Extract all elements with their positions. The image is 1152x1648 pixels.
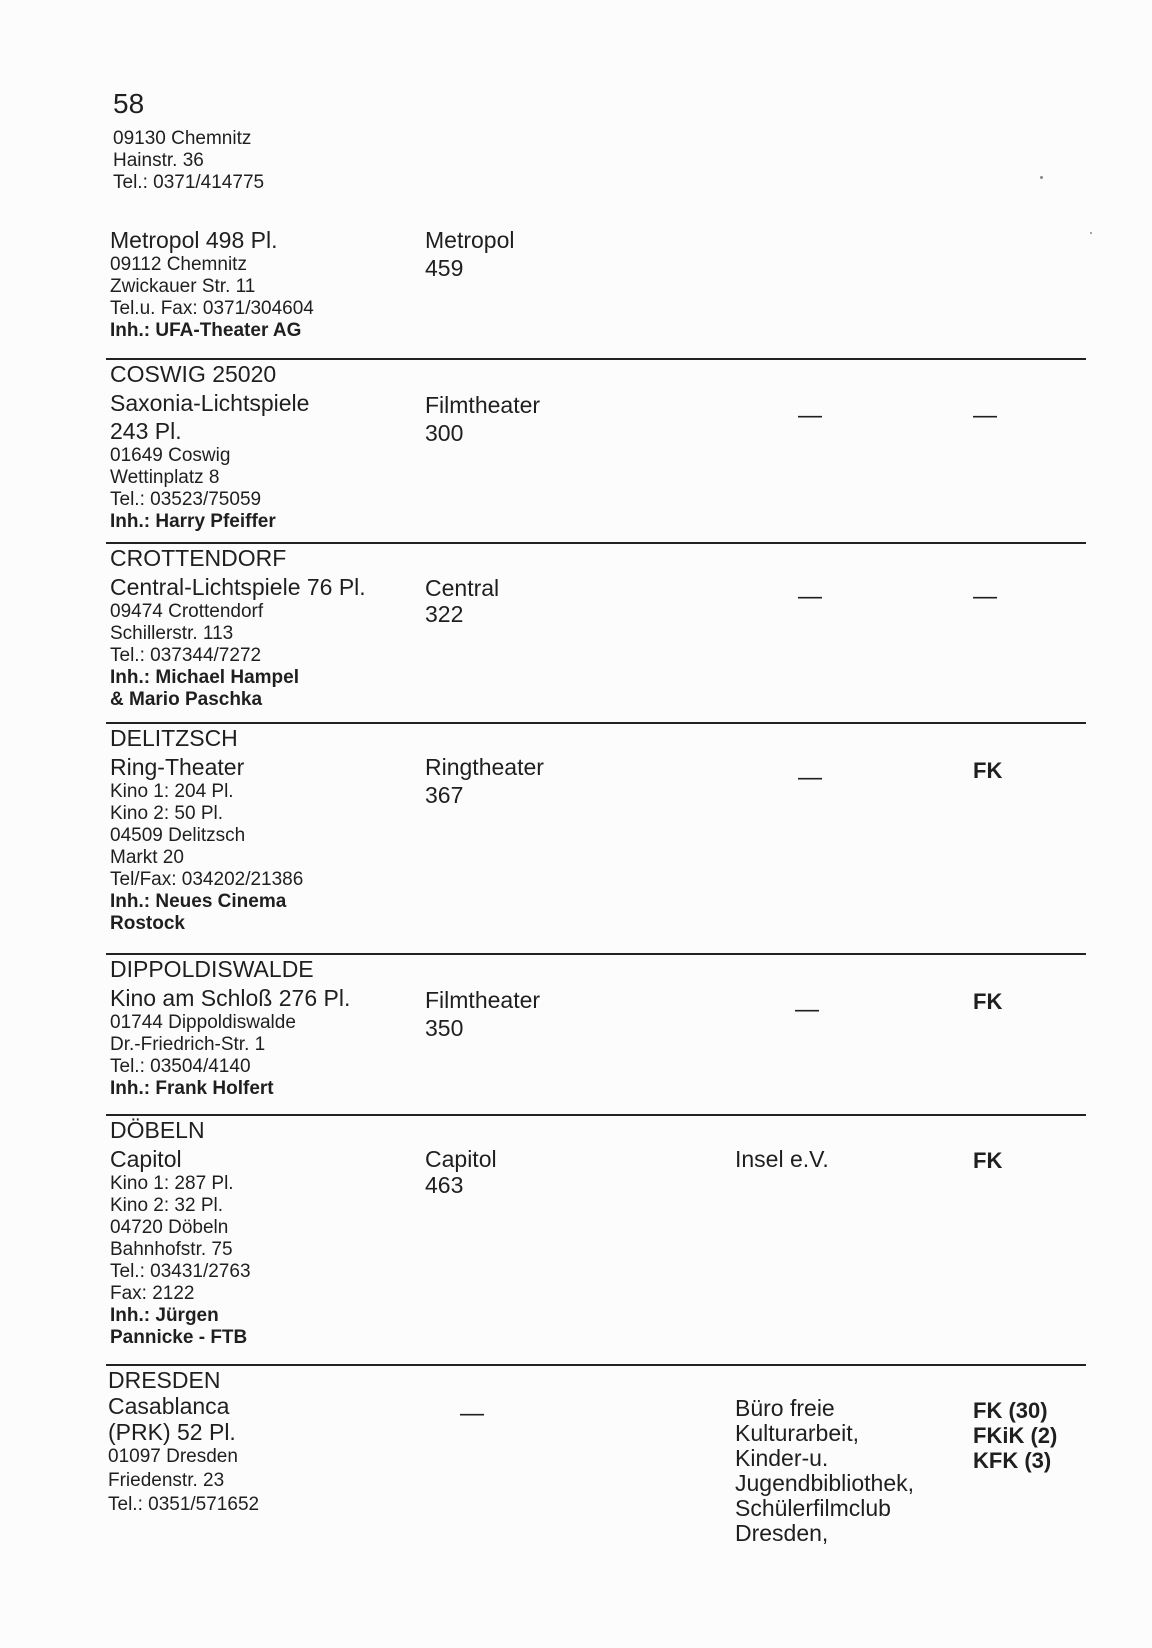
cinema-column [110,226,410,342]
venue-column [425,226,675,282]
venue-seats: 300 [425,420,464,446]
address-line: 04509 Delitzsch [110,825,246,846]
cinema-seats: (PRK) 52 Pl. [108,1419,236,1445]
program-line: Jugendbibliothek, [735,1470,915,1496]
scan-speck [1090,232,1092,234]
address-line: Markt 20 [110,847,184,868]
venue-column [425,391,675,447]
cinema-column [110,1145,410,1349]
owner-line: Inh.: Harry Pfeiffer [110,511,276,532]
cinema-column [110,984,410,1100]
address-line: Tel/Fax: 034202/21386 [110,869,304,890]
address-line: Dr.-Friedrich-Str. 1 [110,1034,266,1055]
address-line: Fax: 2122 [110,1283,195,1304]
city-heading: CROTTENDORF [110,545,287,571]
address-line: Tel.: 0351/571652 [108,1494,260,1515]
dash-mark: — [460,1400,484,1427]
venue-seats: 459 [425,255,464,281]
cinema-name: Central-Lichtspiele 76 Pl. [110,574,366,600]
dash-mark: — [973,583,997,610]
dash-mark: — [798,764,822,791]
cinema-column [110,753,410,935]
section-divider [106,722,1086,724]
program-column [735,1145,965,1173]
cinema-name: Saxonia-Lichtspiele [110,390,310,416]
funding-column [973,758,1093,784]
address-line: Bahnhofstr. 75 [110,1239,233,1260]
program-line: Kulturarbeit, [735,1420,860,1446]
address-line: Schillerstr. 113 [110,623,234,644]
venue-name: Metropol [425,227,515,253]
funding-column [973,1398,1093,1473]
address-line: 09474 Crottendorf [110,601,264,622]
city-heading: DRESDEN [108,1367,221,1393]
city-heading: COSWIG 25020 [110,361,277,387]
address-line: Tel.: 03504/4140 [110,1056,251,1077]
program-name: Insel e.V. [735,1146,829,1172]
cinema-name: Casablanca [108,1393,230,1419]
city-heading: DÖBELN [110,1117,205,1143]
address-line: 01097 Dresden [108,1446,238,1467]
header-address [113,128,264,194]
page-number: 58 [113,88,145,119]
cinema-column [110,389,410,533]
address-line: Friedenstr. 23 [108,1470,225,1491]
dash-mark: — [798,402,822,429]
program-line: Kinder-u. [735,1445,829,1471]
section-divider [106,1114,1086,1116]
cinema-name: Capitol [110,1146,182,1172]
address-line: Tel.: 03523/75059 [110,489,262,510]
dash-mark: — [795,996,819,1023]
program-line: Büro freie [735,1395,835,1421]
program-column [735,1396,965,1546]
owner-line: & Mario Paschka [110,689,263,710]
venue-name: Ringtheater [425,754,544,780]
funding-code: FK [973,1148,1003,1173]
funding-code: KFK (3) [973,1448,1052,1473]
program-line: Schülerfilmclub [735,1495,891,1521]
city-heading: DELITZSCH [110,725,238,751]
address-line: Tel.: 03431/2763 [110,1261,251,1282]
address-line: Hainstr. 36 [113,150,204,171]
address-line: Tel.u. Fax: 0371/304604 [110,298,314,319]
owner-line: Inh.: Jürgen [110,1305,219,1326]
cinema-name: Kino am Schloß 276 Pl. [110,985,351,1011]
funding-column [973,583,1093,611]
address-line: 04720 Döbeln [110,1217,229,1238]
venue-seats: 350 [425,1015,464,1041]
owner-line: Inh.: Michael Hampel [110,667,299,688]
venue-name: Filmtheater [425,987,541,1013]
venue-column [425,753,675,809]
venue-column [460,1400,710,1428]
address-line: Kino 1: 287 Pl. [110,1173,234,1194]
owner-line: Inh.: UFA-Theater AG [110,320,302,341]
funding-column [973,1148,1093,1174]
owner-line: Rostock [110,913,185,934]
section-divider [106,1364,1086,1366]
funding-column [973,989,1093,1015]
cinema-column [110,573,410,711]
scan-speck [1040,176,1043,179]
address-line: 09130 Chemnitz [113,128,252,149]
cinema-name: Metropol 498 Pl. [110,227,278,253]
address-line: 01649 Coswig [110,445,231,466]
cinema-name: Ring-Theater [110,754,245,780]
address-line: 01744 Dippoldiswalde [110,1012,296,1033]
venue-seats: 322 [425,601,464,627]
dash-mark: — [798,583,822,610]
address-line: Zwickauer Str. 11 [110,276,256,297]
venue-column [425,574,675,626]
address-line: Wettinplatz 8 [110,467,220,488]
address-line: Tel.: 0371/414775 [113,172,265,193]
city-heading: DIPPOLDISWALDE [110,956,314,982]
cinema-seats: 243 Pl. [110,418,182,444]
owner-line: Pannicke - FTB [110,1327,248,1348]
funding-code: FKiK (2) [973,1423,1058,1448]
venue-name: Capitol [425,1146,497,1172]
venue-seats: 367 [425,782,464,808]
funding-code: FK [973,989,1003,1014]
address-line: Kino 2: 32 Pl. [110,1195,224,1216]
funding-column [973,402,1093,430]
owner-line: Inh.: Neues Cinema [110,891,287,912]
address-line: Kino 1: 204 Pl. [110,781,234,802]
address-line: Tel.: 037344/7272 [110,645,262,666]
cinema-column [108,1393,408,1517]
funding-code: FK (30) [973,1398,1048,1423]
venue-name: Central [425,575,500,601]
program-line: Dresden, [735,1520,829,1546]
dash-mark: — [973,402,997,429]
funding-code: FK [973,758,1003,783]
venue-name: Filmtheater [425,392,541,418]
address-line: Kino 2: 50 Pl. [110,803,224,824]
venue-column [425,986,675,1042]
owner-line: Inh.: Frank Holfert [110,1078,274,1099]
address-line: 09112 Chemnitz [110,254,247,275]
venue-seats: 463 [425,1172,464,1198]
venue-column [425,1145,675,1197]
